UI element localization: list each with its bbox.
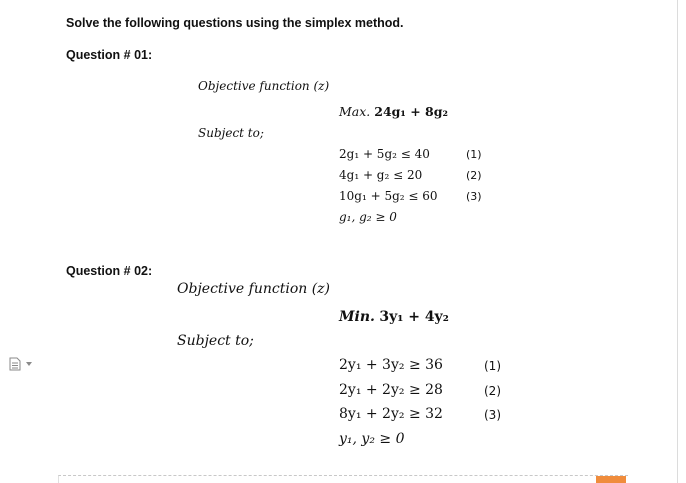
question-1-label: Question # 01: (66, 48, 153, 62)
q2-subject-label: Subject to; (177, 333, 254, 349)
q1-constraint-3-number: (3) (466, 190, 482, 203)
q2-constraint-3: 8y₁ + 2y₂ ≥ 32 (339, 406, 443, 422)
q2-constraint-2: 2y₁ + 2y₂ ≥ 28 (339, 382, 443, 398)
page-edge (677, 0, 678, 483)
q1-constraint-1: 2g₁ + 5g₂ ≤ 40 (339, 147, 430, 161)
q1-constraint-1-number: (1) (466, 148, 482, 161)
q1-subject-label: Subject to; (198, 126, 264, 140)
q1-constraint-2-number: (2) (466, 169, 482, 182)
answer-box[interactable] (58, 475, 628, 483)
q1-objective-type: Max. (339, 104, 371, 119)
q2-objective-expr: 3y₁ + 4y₂ (379, 309, 449, 325)
q2-objective (339, 309, 449, 325)
question-2-label: Question # 02: (66, 264, 153, 278)
q2-objective-type: Min. (339, 309, 375, 325)
q2-constraint-1: 2y₁ + 3y₂ ≥ 36 (339, 357, 443, 373)
document-icon (8, 357, 34, 371)
q1-objective-expr: 24g₁ + 8g₂ (374, 104, 448, 119)
q1-objective (339, 104, 448, 119)
q2-objective-label: Objective function (z) (177, 281, 331, 297)
submit-button[interactable] (596, 476, 626, 483)
page-heading: Solve the following questions using the simplex method. (66, 16, 404, 30)
q1-nonnegativity: g₁, g₂ ≥ 0 (339, 210, 397, 224)
q1-constraint-3: 10g₁ + 5g₂ ≤ 60 (339, 189, 438, 203)
q2-nonnegativity: y₁, y₂ ≥ 0 (339, 431, 405, 447)
q1-objective-label: Objective function (z) (198, 79, 330, 93)
q2-constraint-1-number: (1) (484, 359, 501, 373)
q2-constraint-3-number: (3) (484, 408, 501, 422)
q1-constraint-2: 4g₁ + g₂ ≤ 20 (339, 168, 423, 182)
document-menu[interactable] (8, 357, 34, 371)
q2-constraint-2-number: (2) (484, 384, 501, 398)
